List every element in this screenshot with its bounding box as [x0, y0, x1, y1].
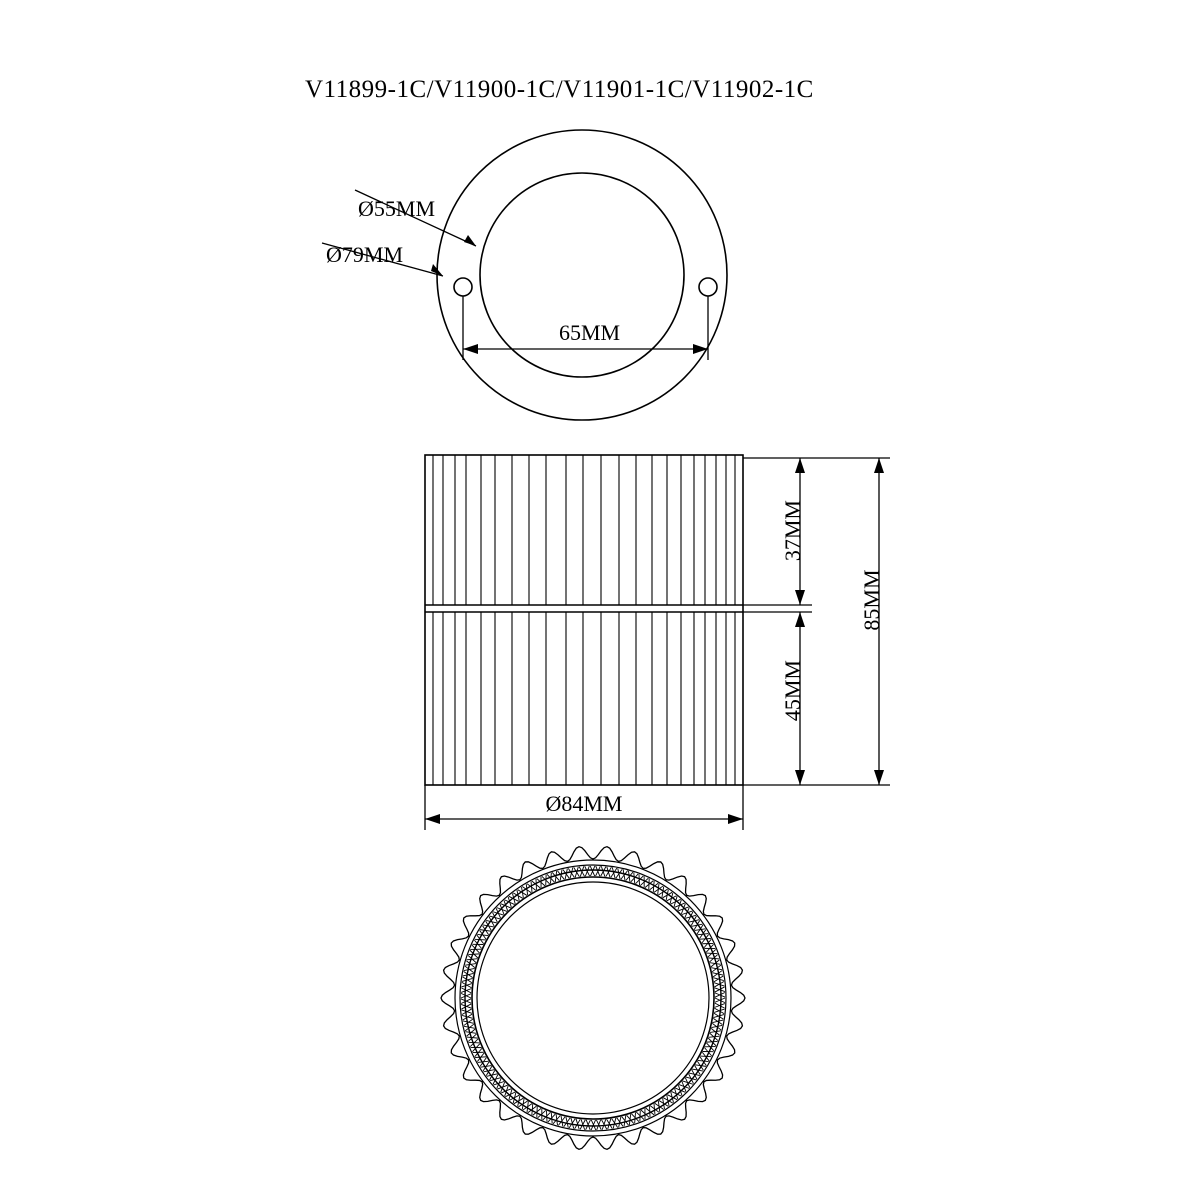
dim-outer-diameter: Ø79MM [326, 242, 404, 267]
hatch-line [713, 1015, 724, 1018]
hatch-line [579, 867, 584, 877]
hatch-line [477, 934, 488, 935]
ring-hatching [461, 866, 725, 1130]
hatch-line [713, 1020, 724, 1023]
ring-outer-1 [455, 860, 731, 1136]
hatch-line [634, 872, 635, 883]
scallop-edge [441, 847, 745, 1150]
hatch-line [707, 1041, 718, 1042]
dim-body-diameter: Ø84MM [545, 791, 623, 816]
hatch-line [532, 1104, 533, 1115]
leader-inner-arrow [464, 235, 476, 246]
arrow-right-65 [693, 344, 708, 354]
mounting-hole-right [699, 278, 717, 296]
hatch-line [467, 959, 478, 960]
dim-total-height: 85MM [859, 569, 884, 631]
hatch-line [581, 1119, 585, 1129]
hatch-line [576, 1119, 579, 1129]
ring-inner-2 [477, 882, 709, 1114]
hatch-line [708, 1036, 719, 1037]
dim-hole-spacing: 65MM [559, 320, 621, 345]
hatch-line [461, 984, 471, 987]
body-outline [425, 455, 743, 785]
bottom-view [441, 847, 745, 1150]
hatch-line [612, 867, 615, 878]
top-inner-circle [480, 173, 684, 377]
hatch-line [462, 978, 473, 981]
hatch-line [601, 866, 605, 876]
hatch-line [653, 881, 654, 892]
hatch-line [566, 1117, 568, 1128]
dim-inner-diameter: Ø55MM [358, 196, 436, 221]
hatch-line [698, 1060, 709, 1061]
hatch-line [700, 1056, 711, 1057]
ribs-upper [433, 455, 735, 605]
scallop-outline [441, 847, 745, 1150]
dim-upper-band-height: 37MM [780, 500, 805, 562]
page-title: V11899-1C/V11900-1C/V11901-1C/V11902-1C [305, 76, 814, 103]
hatch-line [463, 973, 474, 976]
hatch-line [574, 867, 580, 876]
hatch-line [468, 954, 479, 955]
hatch-line [602, 1120, 607, 1130]
mounting-hole-left [454, 278, 472, 296]
ribs-lower [433, 612, 735, 785]
hatch-line [607, 867, 610, 877]
hatch-line [607, 1119, 613, 1128]
arrow-left-65 [463, 344, 478, 354]
hatch-line [618, 868, 620, 879]
hatch-line [551, 1113, 552, 1124]
hatch-line [715, 981, 724, 986]
ring-inner-1 [472, 877, 714, 1119]
front-view [425, 455, 743, 785]
hatch-line [714, 1009, 724, 1012]
ring-outer-3 [465, 870, 721, 1126]
dim-lower-band-height: 45MM [780, 660, 805, 722]
hatch-line [475, 939, 486, 940]
hatch-line [571, 1118, 574, 1129]
hatch-line [462, 1009, 471, 1014]
top-view [437, 130, 727, 420]
